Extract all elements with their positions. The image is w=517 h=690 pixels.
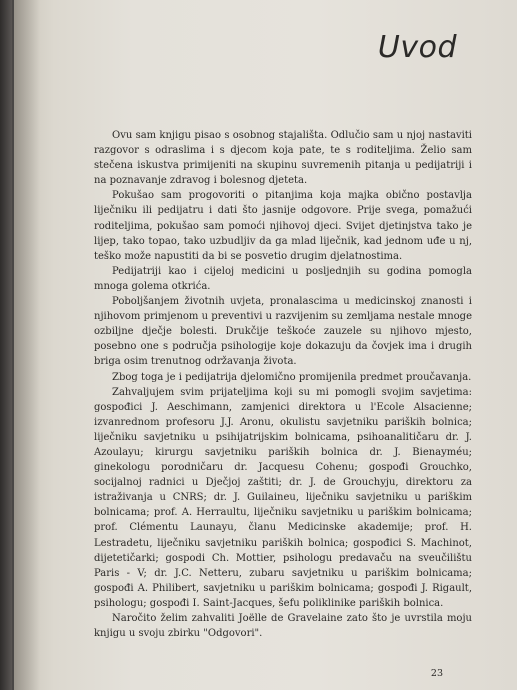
spine-shadow [14,0,40,690]
chapter-title: Uvod [377,30,457,65]
book-page [14,0,517,690]
paragraph-6: Zahvaljujem svim prijateljima koji su mi pomogli svojim savjetima: gospođici J. Aeschimann, zamjenici direktora u l'Ecole Alsacienne; izvanrednom profesoru J.J. Aronu, okulistu savjetniku pariških bolnica; liječniku savjetniku u psihijatrijskim bolnicama, psihoanalitičaru dr. J. Azoulayu; kirurgu savjetniku pariških bolnica dr. J. Bienayméu; ginekologu porodničaru dr. Jacquesu Cohenu; gospođi Grouchko, socijalnoj radnici u Dječjoj zaštiti; dr. J. de Grouchyju, direktoru za istraživanja u CNRS; dr. J. Guilaineu, liječniku savjetniku u pariškim bolnicama; prof. A. Herraultu, liječniku savjetniku u pariškim bolnicama; prof. Clémentu Launayu, članu Medicinske akademije; prof. H. Lestradetu, liječniku savjetniku pariških bolnica; gospođici S. Machinot, dijetetičarki; gospodi Ch. Mottier, psihologu predavaču na sveučilištu Paris - V; dr. J.C. Netteru, zubaru savjetniku u pariškim bolnicama; gospođi A. Philibert, savjetniku u pariškim bolnicama; gospođi J. Rigault, psihologu; gospođi I. Saint-Jacques, šefu poliklinike pariških bolnica. [94,386,472,609]
page-number: 23 [430,668,443,679]
background-edge [0,0,12,690]
paragraph-1: Ovu sam knjigu pisao s osobnog stajališta. Odlučio sam u njoj nastaviti razgovor s odraslima i s djecom koja pate, te s roditeljima. Želio sam stečena iskustva primijeniti na skupinu suvremenih pitanja u pedijatriji i na poznavanje zdravog i bolesnog djeteta. [94,130,472,187]
paragraph-2: Pokušao sam progovoriti o pitanjima koja majka obično postavlja liječniku ili pedijatru i dati što jasnije odgovore. Prije svega, pomažući roditeljima, pokušao sam pomoći njihovoj djeci. Svijet djetinjstva tako je lijep, tako topao, tako uzbudljiv da ga mlad liječnik, kad jednom uđe u nj, teško može napustiti da bi se posvetio drugim djelatnostima. [94,190,472,262]
paragraph-7: Naročito želim zahvaliti Joëlle de Gravelaine zato što je uvrstila moju knjigu u svoju zbirku "Odgovori". [94,613,472,640]
paragraph-3: Pedijatriji kao i cijeloj medicini u posljednjih su godina pomogla mnoga golema otkrića. [94,265,472,292]
paragraph-4: Poboljšanjem životnih uvjeta, pronalascima u medicinskoj znanosti i njihovom primjenom u preventivi u razvijenim su zemljama nestale mnoge ozbiljne dječje bolesti. Drukčije teškoće zauzele su njihovo mjesto, posebno one s područja psihologije koje dokazuju da čovjek ima i drugih briga osim trenutnog održavanja života. [94,296,472,368]
chapter-body [94,128,472,641]
paragraph-5: Zbog toga je i pedijatrija djelomično promijenila predmet proučavanja. [112,371,472,383]
